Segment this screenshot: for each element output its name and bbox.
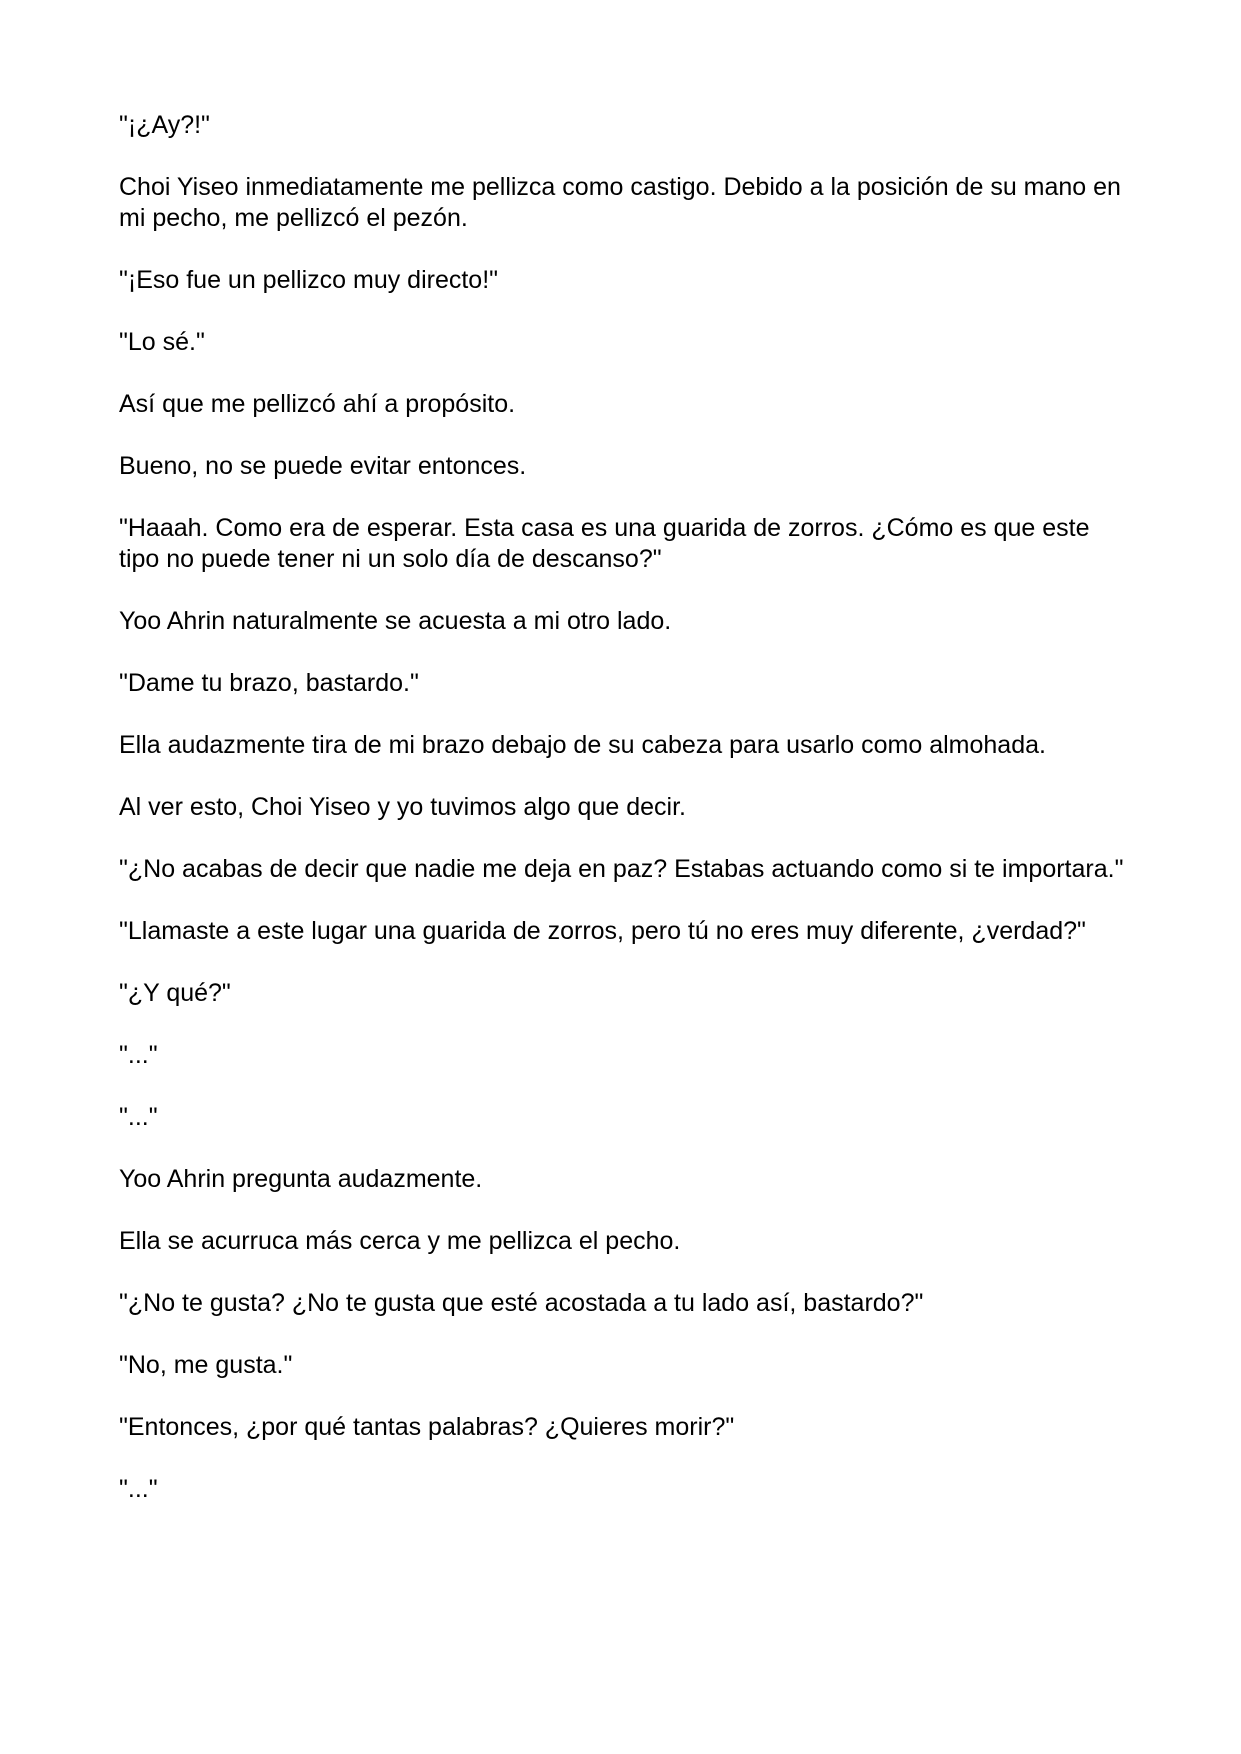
paragraph: Ella se acurruca más cerca y me pellizca el pecho.: [119, 1227, 681, 1255]
paragraph: Yoo Ahrin naturalmente se acuesta a mi otro lado.: [119, 607, 672, 635]
paragraph: "Llamaste a este lugar una guarida de zorros, pero tú no eres muy diferente, ¿verdad?": [119, 917, 1086, 945]
document-body: [119, 110, 1129, 1536]
paragraph: Yoo Ahrin pregunta audazmente.: [119, 1165, 483, 1193]
paragraph: "¿Y qué?": [119, 979, 231, 1007]
paragraph: Así que me pellizcó ahí a propósito.: [119, 390, 516, 418]
paragraph: "...": [119, 1475, 158, 1503]
paragraph: Choi Yiseo inmediatamente me pellizca como castigo. Debido a la posición de su mano en mi pecho, me pellizcó el pezón.: [119, 173, 1121, 232]
paragraph: "...": [119, 1041, 158, 1069]
paragraph: "Haaah. Como era de esperar. Esta casa es una guarida de zorros. ¿Cómo es que este tipo no puede tener ni un solo día de descanso?": [119, 514, 1090, 573]
paragraph: "¿No acabas de decir que nadie me deja en paz? Estabas actuando como si te importara.": [119, 855, 1124, 883]
paragraph: Ella audazmente tira de mi brazo debajo de su cabeza para usarlo como almohada.: [119, 731, 1046, 759]
paragraph: "¿No te gusta? ¿No te gusta que esté acostada a tu lado así, bastardo?": [119, 1289, 924, 1317]
paragraph: "Entonces, ¿por qué tantas palabras? ¿Quieres morir?": [119, 1413, 735, 1441]
paragraph: "Lo sé.": [119, 328, 205, 356]
paragraph: Al ver esto, Choi Yiseo y yo tuvimos algo que decir.: [119, 793, 686, 821]
paragraph: Bueno, no se puede evitar entonces.: [119, 452, 527, 480]
paragraph: "Dame tu brazo, bastardo.": [119, 669, 419, 697]
paragraph: "...": [119, 1103, 158, 1131]
paragraph: "¡Eso fue un pellizco muy directo!": [119, 266, 499, 294]
paragraph: "No, me gusta.": [119, 1351, 293, 1379]
paragraph: "¡¿Ay?!": [119, 111, 210, 139]
